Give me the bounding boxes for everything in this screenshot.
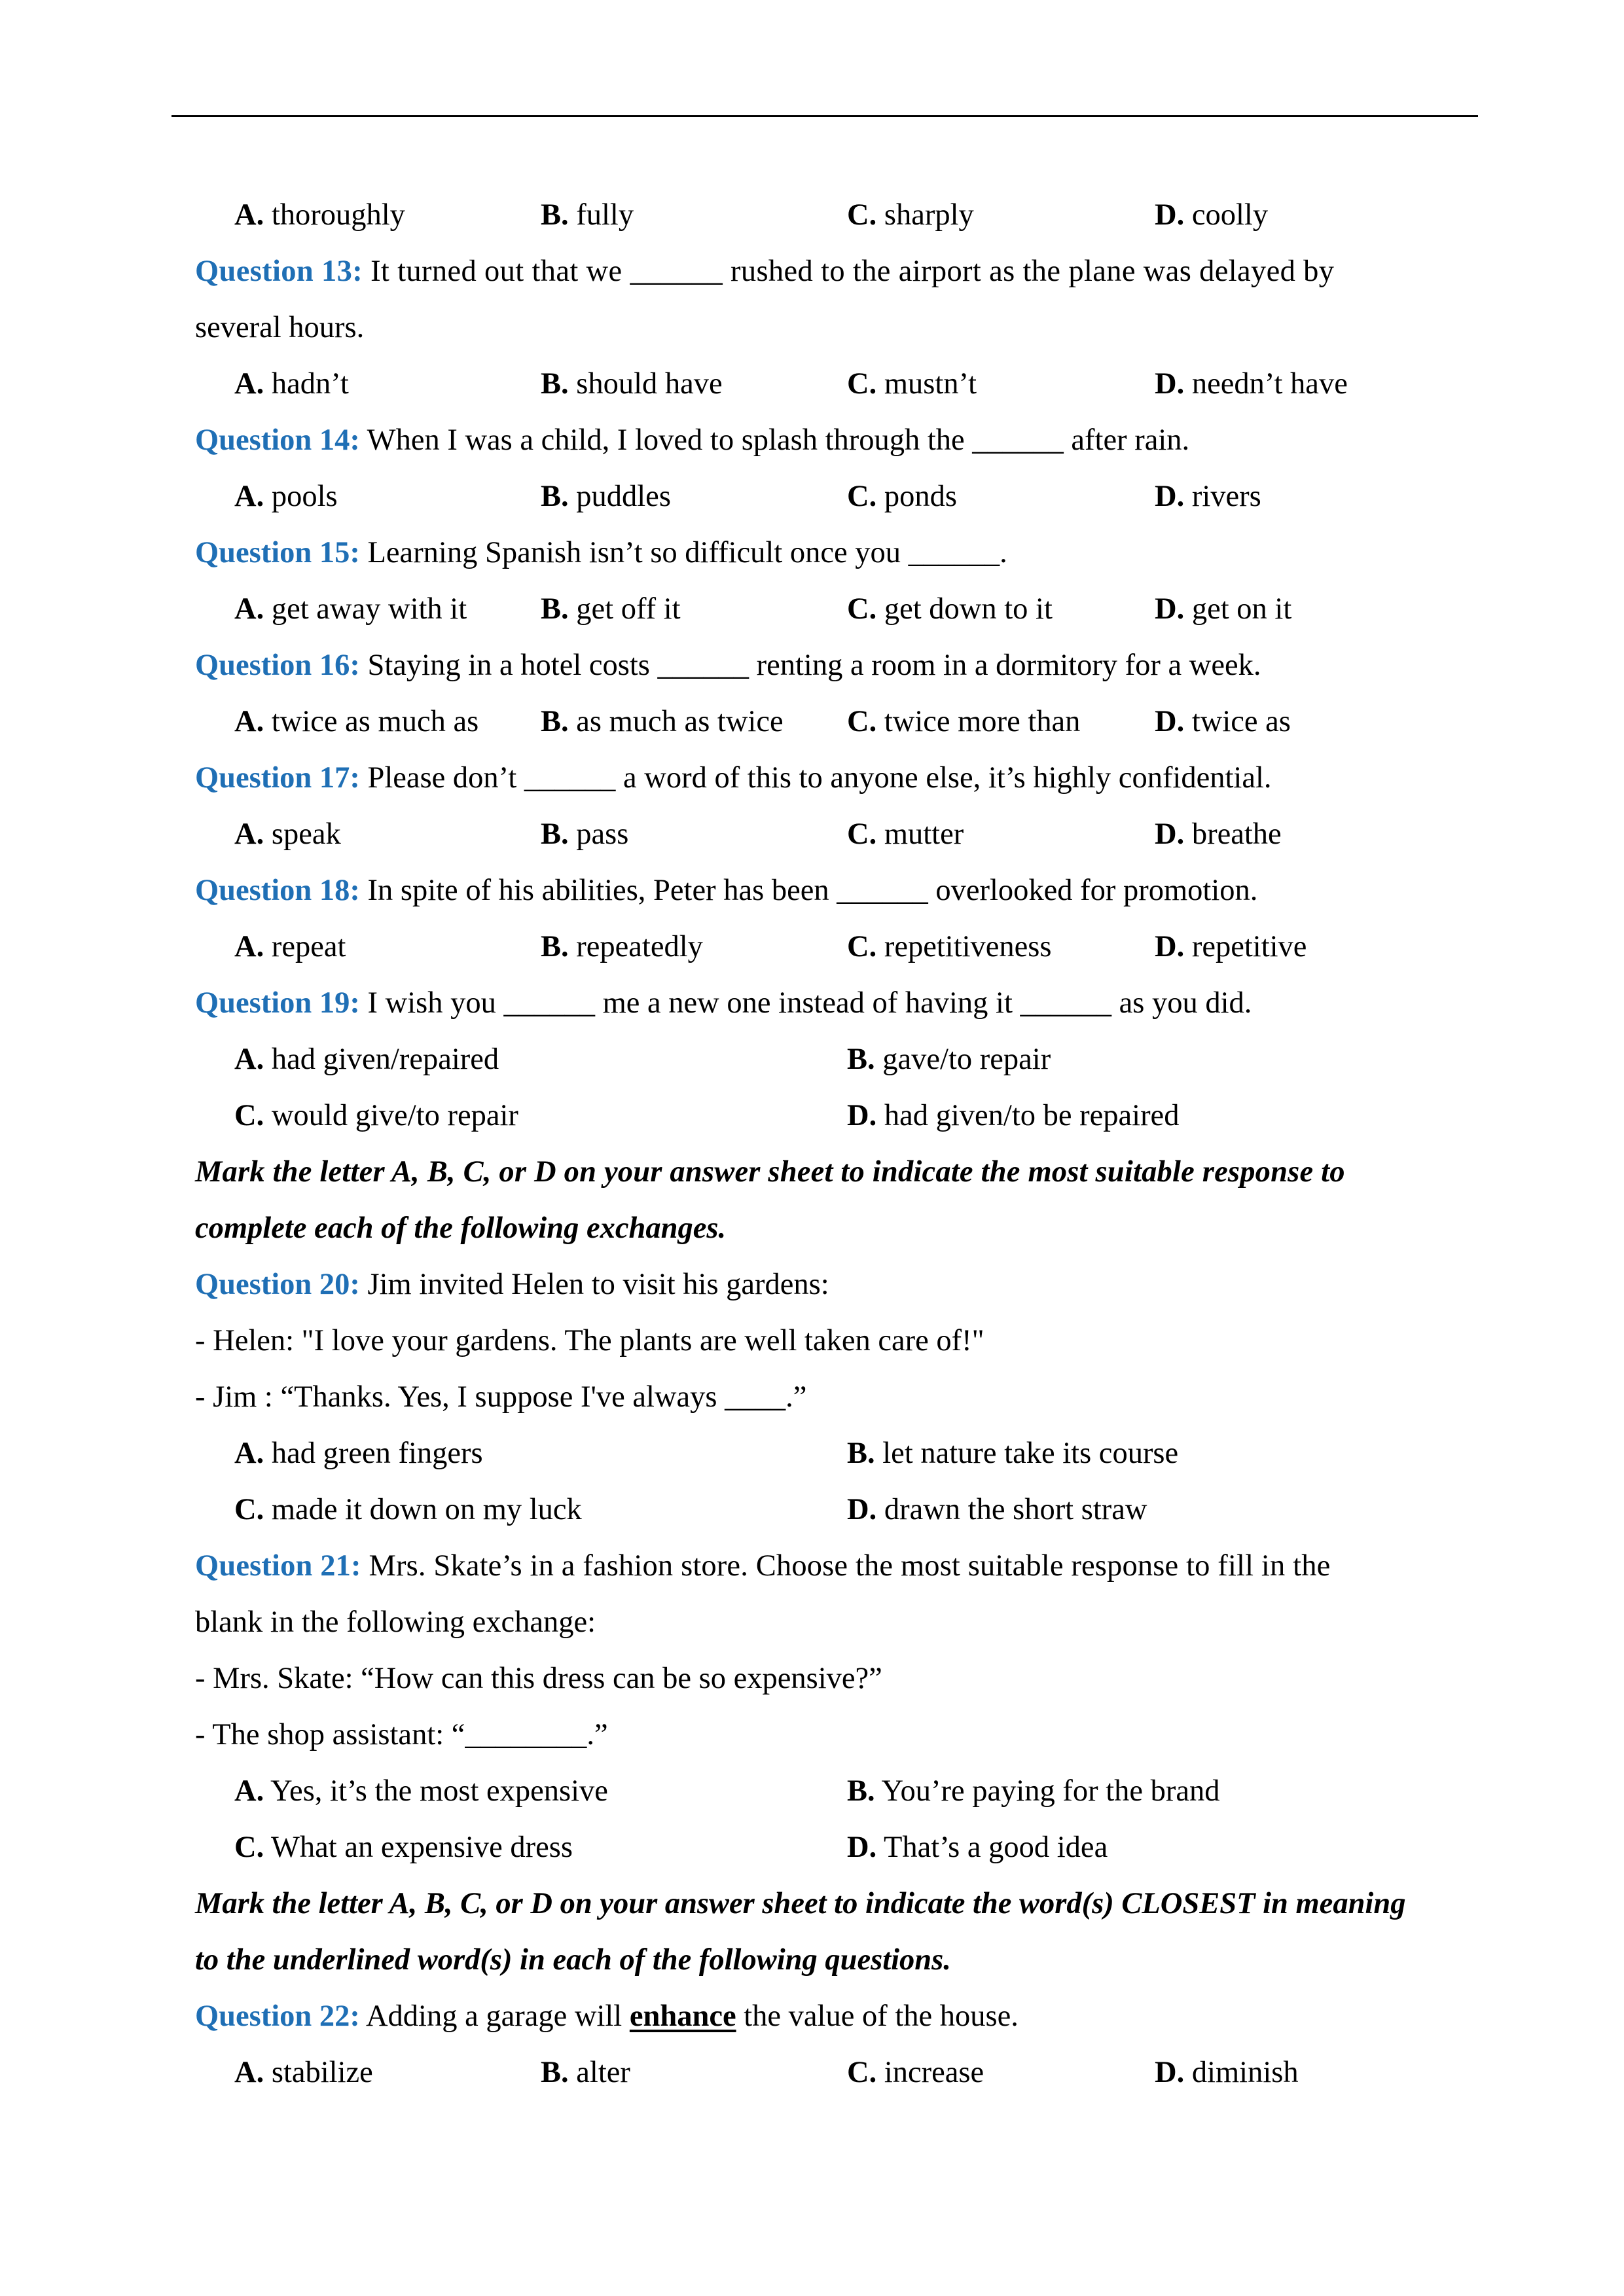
q12-option-b: B. fully (541, 198, 634, 232)
q21-dialogue-customer: - Mrs. Skate: “How can this dress can be so expensive?” (195, 1662, 882, 1695)
q13-label: Question 13: (195, 255, 363, 288)
q19-option-b: B. gave/to repair (847, 1043, 1051, 1076)
header-rule (171, 115, 1478, 117)
q20-option-a: A. had green fingers (234, 1437, 483, 1470)
q22-label: Question 22: (195, 2000, 360, 2033)
q17-stem: Question 17: Please don’t ______ a word of this to anyone else, it’s highly confidential. (195, 761, 1272, 795)
q21-stem: Question 21: Mrs. Skate’s in a fashion store. Choose the most suitable response to fill in the (195, 1549, 1331, 1583)
q13-option-c: C. mustn’t (847, 367, 977, 401)
q21-options-row1 (195, 1763, 1458, 1820)
q14-option-c: C. ponds (847, 480, 957, 513)
q13-options (195, 356, 1458, 412)
q22-option-d: D. diminish (1155, 2056, 1299, 2089)
q22-underlined-word: enhance (629, 2000, 736, 2033)
q19-options-row2 (195, 1088, 1458, 1144)
q22-options (195, 2045, 1458, 2101)
q20-options-row2 (195, 1482, 1458, 1538)
exam-page-content (195, 187, 1458, 2101)
q15-options (195, 581, 1458, 637)
q15-option-a: A. get away with it (234, 592, 467, 626)
q18-label: Question 18: (195, 874, 360, 907)
instruction-responses-line2: complete each of the following exchanges. (195, 1211, 727, 1245)
q17-option-c: C. mutter (847, 817, 964, 851)
q20-dialogue-helen: - Helen: "I love your gardens. The plants are well taken care of!" (195, 1324, 984, 1357)
q16-option-b: B. as much as twice (541, 705, 784, 738)
q21-label: Question 21: (195, 1549, 361, 1583)
q18-option-d: D. repetitive (1155, 930, 1307, 963)
q20-option-d: D. drawn the short straw (847, 1493, 1147, 1526)
q16-options (195, 694, 1458, 750)
q20-label: Question 20: (195, 1268, 360, 1301)
q16-option-d: D. twice as (1155, 705, 1291, 738)
q13-stem: Question 13: It turned out that we ______ rushed to the airport as the plane was delayed by (195, 255, 1335, 288)
q15-stem: Question 15: Learning Spanish isn’t so difficult once you ______. (195, 536, 1007, 569)
q19-label: Question 19: (195, 986, 360, 1020)
q20-stem: Question 20: Jim invited Helen to visit his gardens: (195, 1268, 829, 1301)
q20-option-b: B. let nature take its course (847, 1437, 1179, 1470)
q22-option-c: C. increase (847, 2056, 984, 2089)
q14-label: Question 14: (195, 423, 360, 457)
q12-options (195, 187, 1458, 243)
q16-label: Question 16: (195, 649, 360, 682)
q18-stem: Question 18: In spite of his abilities, Peter has been ______ overlooked for promotion. (195, 874, 1258, 907)
q21-option-d: D. That’s a good idea (847, 1831, 1108, 1864)
instruction-closest-line2: to the underlined word(s) in each of the following questions. (195, 1943, 951, 1977)
q18-option-c: C. repetitiveness (847, 930, 1052, 963)
q15-option-d: D. get on it (1155, 592, 1292, 626)
q21-dialogue-assistant: - The shop assistant: “________.” (195, 1718, 608, 1751)
q22-stem: Question 22: Adding a garage will enhance the value of the house. (195, 2000, 1019, 2033)
q22-option-a: A. stabilize (234, 2056, 373, 2089)
q21-options-row2 (195, 1820, 1458, 1876)
q16-option-a: A. twice as much as (234, 705, 479, 738)
q12-option-c: C. sharply (847, 198, 974, 232)
q22-option-b: B. alter (541, 2056, 630, 2089)
q17-option-d: D. breathe (1155, 817, 1282, 851)
q14-option-a: A. pools (234, 480, 338, 513)
q17-option-a: A. speak (234, 817, 341, 851)
q13-option-d: D. needn’t have (1155, 367, 1348, 401)
q18-option-b: B. repeatedly (541, 930, 703, 963)
q17-options (195, 806, 1458, 863)
q19-stem: Question 19: I wish you ______ me a new one instead of having it ______ as you did. (195, 986, 1252, 1020)
q19-option-d: D. had given/to be repaired (847, 1099, 1180, 1132)
q16-stem: Question 16: Staying in a hotel costs ______ renting a room in a dormitory for a week. (195, 649, 1261, 682)
q15-option-b: B. get off it (541, 592, 681, 626)
instruction-closest-line1: Mark the letter A, B, C, or D on your answer sheet to indicate the word(s) CLOSEST in meaning (195, 1887, 1406, 1920)
q18-options (195, 919, 1458, 975)
q20-dialogue-jim: - Jim : “Thanks. Yes, I suppose I've always ____.” (195, 1380, 807, 1414)
q20-option-c: C. made it down on my luck (234, 1493, 582, 1526)
instruction-responses-line1: Mark the letter A, B, C, or D on your answer sheet to indicate the most suitable response to (195, 1155, 1345, 1189)
q13-stem-continued: several hours. (195, 311, 365, 344)
q17-label: Question 17: (195, 761, 360, 795)
q13-option-a: A. hadn’t (234, 367, 349, 401)
q15-option-c: C. get down to it (847, 592, 1053, 626)
q19-options-row1 (195, 1031, 1458, 1088)
q21-option-b: B. You’re paying for the brand (847, 1774, 1220, 1808)
q15-label: Question 15: (195, 536, 360, 569)
q17-option-b: B. pass (541, 817, 629, 851)
q12-option-a: A. thoroughly (234, 198, 405, 232)
q14-option-b: B. puddles (541, 480, 671, 513)
q12-option-d: D. coolly (1155, 198, 1269, 232)
q21-option-c: C. What an expensive dress (234, 1831, 573, 1864)
q21-option-a: A. Yes, it’s the most expensive (234, 1774, 608, 1808)
q19-option-a: A. had given/repaired (234, 1043, 499, 1076)
q21-stem-continued: blank in the following exchange: (195, 1605, 596, 1639)
q19-option-c: C. would give/to repair (234, 1099, 518, 1132)
q14-option-d: D. rivers (1155, 480, 1261, 513)
q18-option-a: A. repeat (234, 930, 346, 963)
q13-option-b: B. should have (541, 367, 723, 401)
q20-options-row1 (195, 1426, 1458, 1482)
q14-options (195, 469, 1458, 525)
q14-stem: Question 14: When I was a child, I loved to splash through the ______ after rain. (195, 423, 1190, 457)
q16-option-c: C. twice more than (847, 705, 1081, 738)
